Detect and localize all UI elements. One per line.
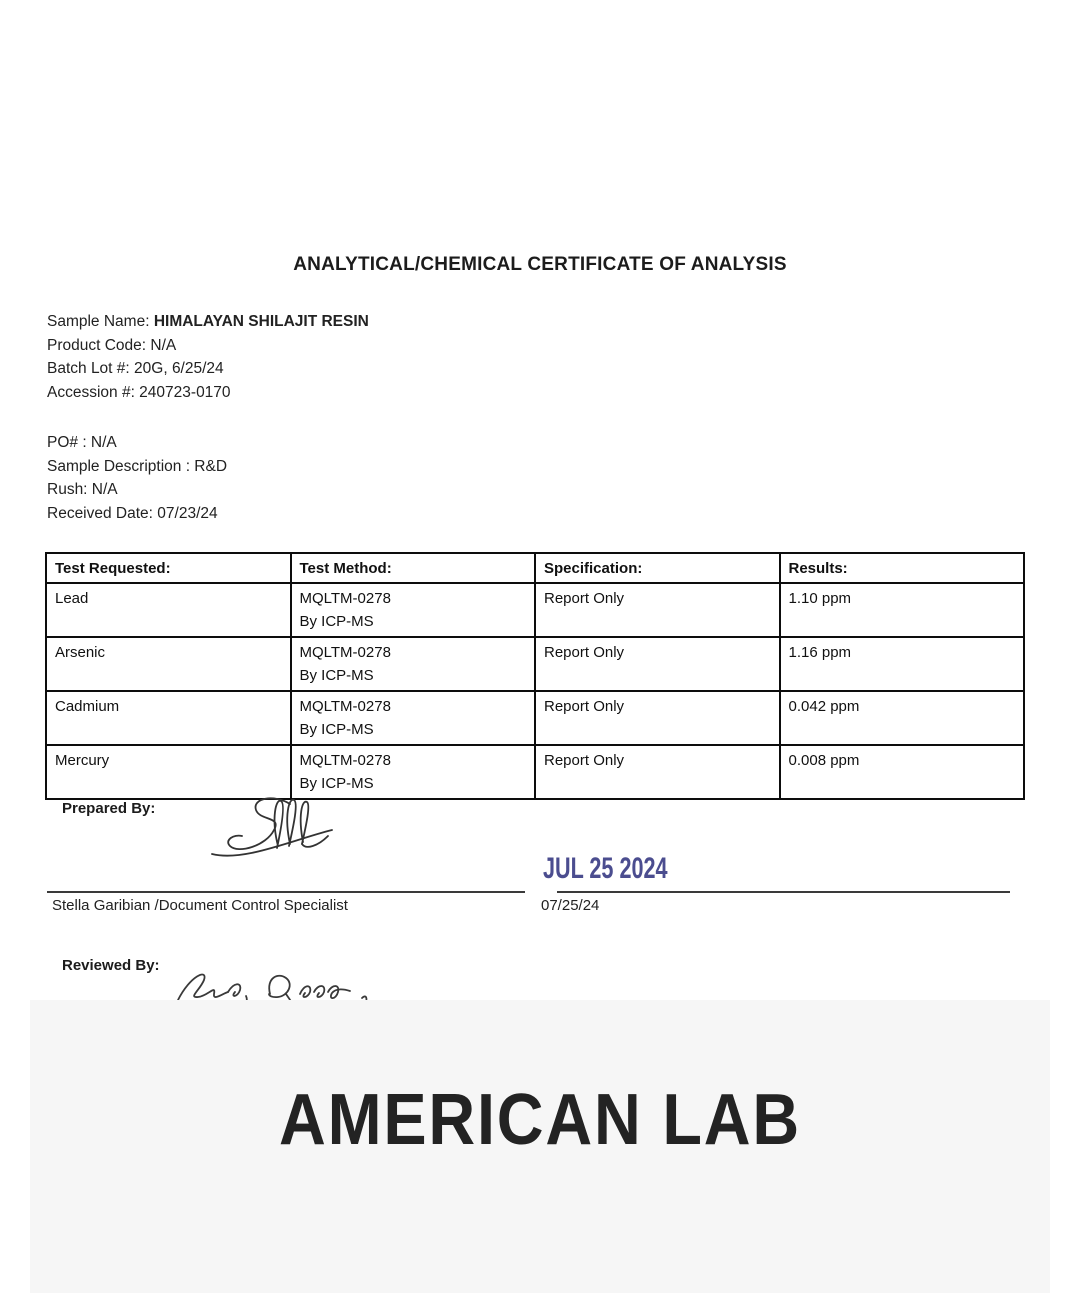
po-row: PO# : N/A	[47, 434, 117, 451]
cell-result: 0.008 ppm	[780, 745, 1025, 799]
cell-test: Arsenic	[46, 637, 291, 691]
table-row	[46, 691, 1024, 745]
results-table-header-row	[46, 553, 1024, 583]
cell-specification: Report Only	[535, 583, 780, 637]
sample-name-row	[47, 310, 369, 334]
prepared-signature	[208, 792, 338, 864]
prepared-signature-line	[47, 891, 525, 893]
header-test-method: Test Method:	[291, 553, 536, 583]
cell-method: MQLTM-0278 By ICP-MS	[291, 637, 536, 691]
header-specification: Specification:	[535, 553, 780, 583]
results-table	[45, 552, 1025, 800]
cell-specification: Report Only	[535, 745, 780, 799]
cell-test: Lead	[46, 583, 291, 637]
reviewed-by-label: Reviewed By:	[62, 957, 160, 974]
cell-result: 1.10 ppm	[780, 583, 1025, 637]
date-signature-line	[557, 891, 1010, 893]
table-row	[46, 745, 1024, 799]
prepared-by-label: Prepared By:	[62, 800, 156, 817]
certificate-title: ANALYTICAL/CHEMICAL CERTIFICATE OF ANALYSIS	[293, 254, 787, 275]
sample-name-label: Sample Name:	[47, 313, 150, 330]
sample-description-row: Sample Description : R&D	[47, 457, 228, 475]
cell-method: MQLTM-0278 By ICP-MS	[291, 691, 536, 745]
sample-name-value: HIMALAYAN SHILAJIT RESIN	[153, 313, 369, 330]
cell-test: Cadmium	[46, 691, 291, 745]
table-row	[46, 637, 1024, 691]
date-written: 07/25/24	[541, 897, 600, 914]
date-stamp: JUL 25 2024	[543, 852, 668, 885]
cell-test: Mercury	[46, 745, 291, 799]
cell-result: 0.042 ppm	[780, 691, 1025, 745]
cell-method: MQLTM-0278 By ICP-MS	[291, 745, 536, 799]
brand-name: AMERICAN LAB	[279, 1080, 801, 1160]
cell-result: 1.16 ppm	[780, 637, 1025, 691]
cell-specification: Report Only	[535, 637, 780, 691]
accession-row: Accession #: 240723-0170	[47, 384, 231, 402]
cell-method: MQLTM-0278 By ICP-MS	[291, 583, 536, 637]
batch-lot-row: Batch Lot #: 20G, 6/25/24	[47, 360, 224, 378]
header-results: Results:	[780, 553, 1025, 583]
order-info-block	[47, 431, 227, 526]
rush-row: Rush: N/A	[47, 481, 118, 499]
prepared-by-name: Stella Garibian /Document Control Specialist	[52, 897, 348, 914]
product-code-row: Product Code: N/A	[47, 336, 177, 354]
footer-brand-panel	[30, 1000, 1050, 1293]
received-date-row: Received Date: 07/23/24	[47, 505, 218, 523]
table-row	[46, 583, 1024, 637]
header-test-requested: Test Requested:	[46, 553, 291, 583]
cell-specification: Report Only	[535, 691, 780, 745]
sample-info-block	[47, 310, 369, 405]
